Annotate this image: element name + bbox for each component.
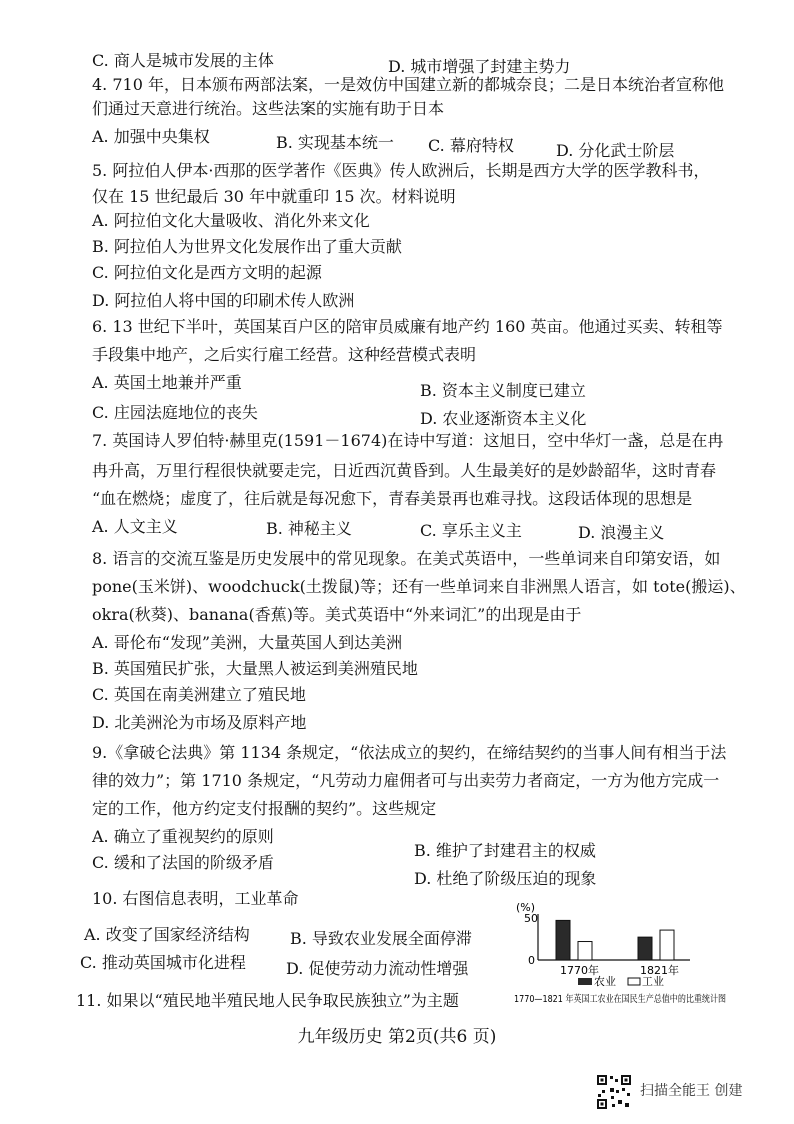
q4-stem-line2: 们通过天意进行统治。这些法案的实施有助于日本: [92, 99, 445, 118]
q4-stem-line1: 4. 710 年，日本颁布两部法案，一是效仿中国建立新的都城奈良；二是日本统治者宣称他: [92, 75, 724, 94]
q10-stem-line1: 10. 右图信息表明，工业革命: [92, 889, 299, 908]
q5-stem-line2: 仅在 15 世纪最后 30 年中就重印 15 次。材料说明: [92, 187, 456, 206]
legend-industry-label: 工业: [642, 975, 664, 988]
q6-option-a: A. 英国土地兼并严重: [92, 373, 242, 392]
q4-option-c: C. 幕府特权: [428, 136, 514, 155]
bar-工业-1770年: [578, 942, 592, 960]
q5-option-a: A. 阿拉伯文化大量吸收、消化外来文化: [92, 211, 370, 230]
q4-option-b: B. 实现基本统一: [276, 133, 394, 152]
q7-stem-line3: “血在燃烧；虚度了，往后就是每况愈下，青春美景再也难寻找。这段话体现的思想是: [92, 489, 693, 508]
q7-option-d: D. 浪漫主义: [578, 523, 665, 542]
q7-option-a: A. 人文主义: [92, 517, 178, 536]
q8-option-c: C. 英国在南美洲建立了殖民地: [92, 685, 306, 704]
q5-option-b: B. 阿拉伯人为世界文化发展作出了重大贡献: [92, 237, 402, 256]
q8-stem-line2: pone(玉米饼)、woodchuck(土拨鼠)等；还有一些单词来自非洲黑人语言，如 tote(搬运)、: [92, 577, 746, 596]
q8-option-b: B. 英国殖民扩张，大量黑人被运到美洲殖民地: [92, 659, 418, 678]
q7-stem-line1: 7. 英国诗人罗伯特·赫里克(1591－1674)在诗中写道：这旭日，空中华灯一盏，总是在冉: [92, 431, 724, 450]
q6-option-b: B. 资本主义制度已建立: [420, 381, 586, 400]
q3-option-c: C. 商人是城市发展的主体: [92, 51, 274, 70]
q9-stem-line3: 定的工作，他方约定支付报酬的契约”。这些规定: [92, 799, 437, 818]
q6-stem-line2: 手段集中地产，之后实行雇工经营。这种经营模式表明: [92, 345, 477, 364]
chart-ytick-0: 0: [528, 954, 535, 967]
q9-option-a: A. 确立了重视契约的原则: [92, 827, 274, 846]
bar-农业-1770年: [556, 920, 570, 960]
bar-农业-1821年: [638, 937, 652, 960]
q9-option-c: C. 缓和了法国的阶级矛盾: [92, 853, 274, 872]
q9-stem-line2: 律的效力”；第 1710 条规定，“凡劳动力雇佣者可与出卖劳力者商定，一方为他方完成一: [92, 771, 720, 790]
q8-stem-line1: 8. 语言的交流互鉴是历史发展中的常见现象。在美式英语中，一些单词来自印第安语，如: [92, 549, 721, 568]
chart-y-axis-label: (%): [516, 901, 536, 914]
chart-svg: [510, 901, 765, 1022]
scanner-watermark: 扫描全能王 创建: [640, 1083, 743, 1099]
q9-option-b: B. 维护了封建君主的权威: [414, 841, 596, 860]
chart-title: 1770—1821 年英国工农业在国民生产总值中的比重统计图: [514, 994, 765, 1005]
q7-option-c: C. 享乐主义主: [420, 521, 522, 540]
q5-option-d: D. 阿拉伯人将中国的印刷术传人欧洲: [92, 291, 355, 310]
q5-stem-line1: 5. 阿拉伯人伊本·西那的医学著作《医典》传人欧洲后，长期是西方大学的医学教科书，: [92, 161, 710, 180]
legend-industry-swatch: [628, 978, 640, 985]
q8-stem-line3: okra(秋葵)、banana(香蕉)等。美式英语中“外来词汇”的出现是由于: [92, 605, 582, 624]
q3-option-d: D. 城市增强了封建主势力: [388, 57, 571, 76]
q6-option-c: C. 庄园法庭地位的丧失: [92, 403, 258, 422]
q4-option-d: D. 分化武士阶层: [556, 141, 675, 160]
q10-option-a: A. 改变了国家经济结构: [84, 925, 250, 944]
q7-stem-line2: 冉升高，万里行程很快就要走完，日近西沉黄昏到。人生最美好的是妙龄韶华，这时青春: [92, 461, 717, 480]
q8-option-a: A. 哥伦布“发现”美洲，大量英国人到达美洲: [92, 633, 403, 652]
q4-option-a: A. 加强中央集权: [92, 127, 210, 146]
legend-agriculture-label: 农业: [594, 975, 616, 988]
q11-stem-line1: 11. 如果以“殖民地半殖民地人民争取民族独立”为主题: [76, 991, 459, 1010]
q10-option-c: C. 推动英国城市化进程: [80, 953, 246, 972]
q9-stem-line1: 9.《拿破仑法典》第 1134 条规定，“依法成立的契约，在缔结契约的当事人间有相当于法: [92, 743, 727, 762]
q5-option-c: C. 阿拉伯文化是西方文明的起源: [92, 263, 322, 282]
q7-option-b: B. 神秘主义: [266, 519, 352, 538]
industry-agriculture-chart: [510, 901, 765, 1022]
q6-stem-line1: 6. 13 世纪下半叶，英国某百户区的陪审员威廉有地产约 160 英亩。他通过买卖、转租等: [92, 317, 723, 336]
chart-ytick-50: 50: [524, 912, 538, 925]
chart-category-1770: 1770年: [560, 964, 599, 977]
chart-category-1821: 1821年: [640, 964, 679, 977]
q10-option-b: B. 导致农业发展全面停滞: [290, 929, 472, 948]
page-footer: 九年级历史 第2页(共6 页): [297, 1027, 497, 1047]
bar-工业-1821年: [660, 930, 674, 960]
legend-agriculture-swatch: [578, 978, 592, 985]
q6-option-d: D. 农业逐渐资本主义化: [420, 409, 587, 428]
q10-option-d: D. 促使劳动力流动性增强: [286, 959, 469, 978]
qr-code-icon: [596, 1074, 632, 1110]
q8-option-d: D. 北美洲沦为市场及原料产地: [92, 713, 307, 732]
q9-option-d: D. 杜绝了阶级压迫的现象: [414, 869, 597, 888]
